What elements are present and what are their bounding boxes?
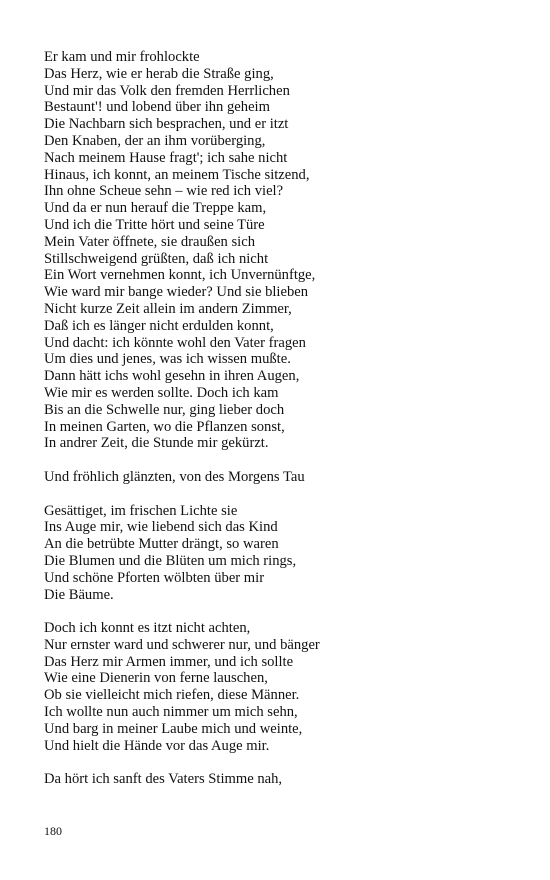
verse-line: Und mir das Volk den fremden Herrlichen	[44, 82, 290, 99]
verse-line: Er kam und mir frohlockte	[44, 49, 200, 65]
verse-line: In meinen Garten, wo die Pflanzen sonst,	[44, 418, 285, 435]
verse-line: Bis an die Schwelle nur, ging lieber doch	[44, 401, 285, 418]
verse-line: Den Knaben, der an ihm vorüberging,	[44, 132, 266, 149]
stanza	[44, 771, 514, 788]
verse-line: Daß ich es länger nicht erdulden konnt,	[44, 317, 274, 334]
page-number: 180	[44, 824, 62, 838]
verse-line: Ins Auge mir, wie liebend sich das Kind	[44, 519, 278, 536]
verse-line: Ob sie vielleicht mich riefen, diese Männer.	[44, 687, 300, 704]
verse-line: Ich wollte nun auch nimmer um mich sehn,	[44, 704, 298, 721]
verse-line: Die Nachbarn sich besprachen, und er itzt	[44, 116, 289, 133]
verse-line: Doch ich konnt es itzt nicht achten,	[44, 620, 251, 637]
verse-line: Und da er nun herauf die Treppe kam,	[44, 200, 267, 217]
poem-text	[44, 49, 514, 805]
verse-line: Ein Wort vernehmen konnt, ich Unvernünftge,	[44, 267, 316, 284]
verse-line: Und ich die Tritte hört und seine Türe	[44, 216, 265, 233]
verse-line: Um dies und jenes, was ich wissen mußte.	[44, 351, 291, 368]
stanza	[44, 469, 514, 486]
verse-line: Und dacht: ich könnte wohl den Vater fragen	[44, 334, 306, 351]
verse-line: Da hört ich sanft des Vaters Stimme nah,	[44, 771, 283, 788]
verse-line: Nach meinem Hause fragt'; ich sahe nicht	[44, 149, 288, 166]
stanza	[44, 49, 514, 452]
verse-line: Wie eine Dienerin von ferne lauschen,	[44, 670, 268, 687]
verse-line: In andrer Zeit, die Stunde mir gekürzt.	[44, 435, 269, 452]
verse-line: Und fröhlich glänzten, von des Morgens Tau	[44, 468, 305, 485]
verse-line: Ihn ohne Scheue sehn – wie red ich viel?	[44, 183, 284, 200]
verse-line: Bestaunt'! und lobend über ihn geheim	[44, 99, 270, 116]
verse-line: Dann hätt ichs wohl gesehn in ihren Augen,	[44, 368, 300, 385]
verse-line: An die betrübte Mutter drängt, so waren	[44, 536, 279, 553]
verse-line: Nicht kurze Zeit allein im andern Zimmer,	[44, 300, 292, 317]
verse-line: Die Bäume.	[44, 586, 114, 603]
verse-line: Und barg in meiner Laube mich und weinte,	[44, 720, 303, 737]
stanza	[44, 503, 514, 604]
verse-line: Das Herz mir Armen immer, und ich sollte	[44, 653, 294, 670]
verse-line: Stillschweigend grüßten, daß ich nicht	[44, 250, 269, 267]
verse-line: Und schöne Pforten wölbten über mir	[44, 569, 265, 586]
verse-line: Wie ward mir bange wieder? Und sie blieben	[44, 284, 309, 301]
verse-line: Und hielt die Hände vor das Auge mir.	[44, 737, 270, 754]
verse-line: Hinaus, ich konnt, an meinem Tische sitzend,	[44, 166, 310, 183]
verse-line: Das Herz, wie er herab die Straße ging,	[44, 65, 274, 82]
verse-line: Mein Vater öffnete, sie draußen sich	[44, 233, 256, 250]
verse-line: Die Blumen und die Blüten um mich rings,	[44, 552, 297, 569]
stanza	[44, 620, 514, 754]
verse-line: Nur ernster ward und schwerer nur, und bänger	[44, 636, 320, 653]
verse-line: Wie mir es werden sollte. Doch ich kam	[44, 384, 279, 401]
verse-line: Gesättiget, im frischen Lichte sie	[44, 502, 238, 519]
